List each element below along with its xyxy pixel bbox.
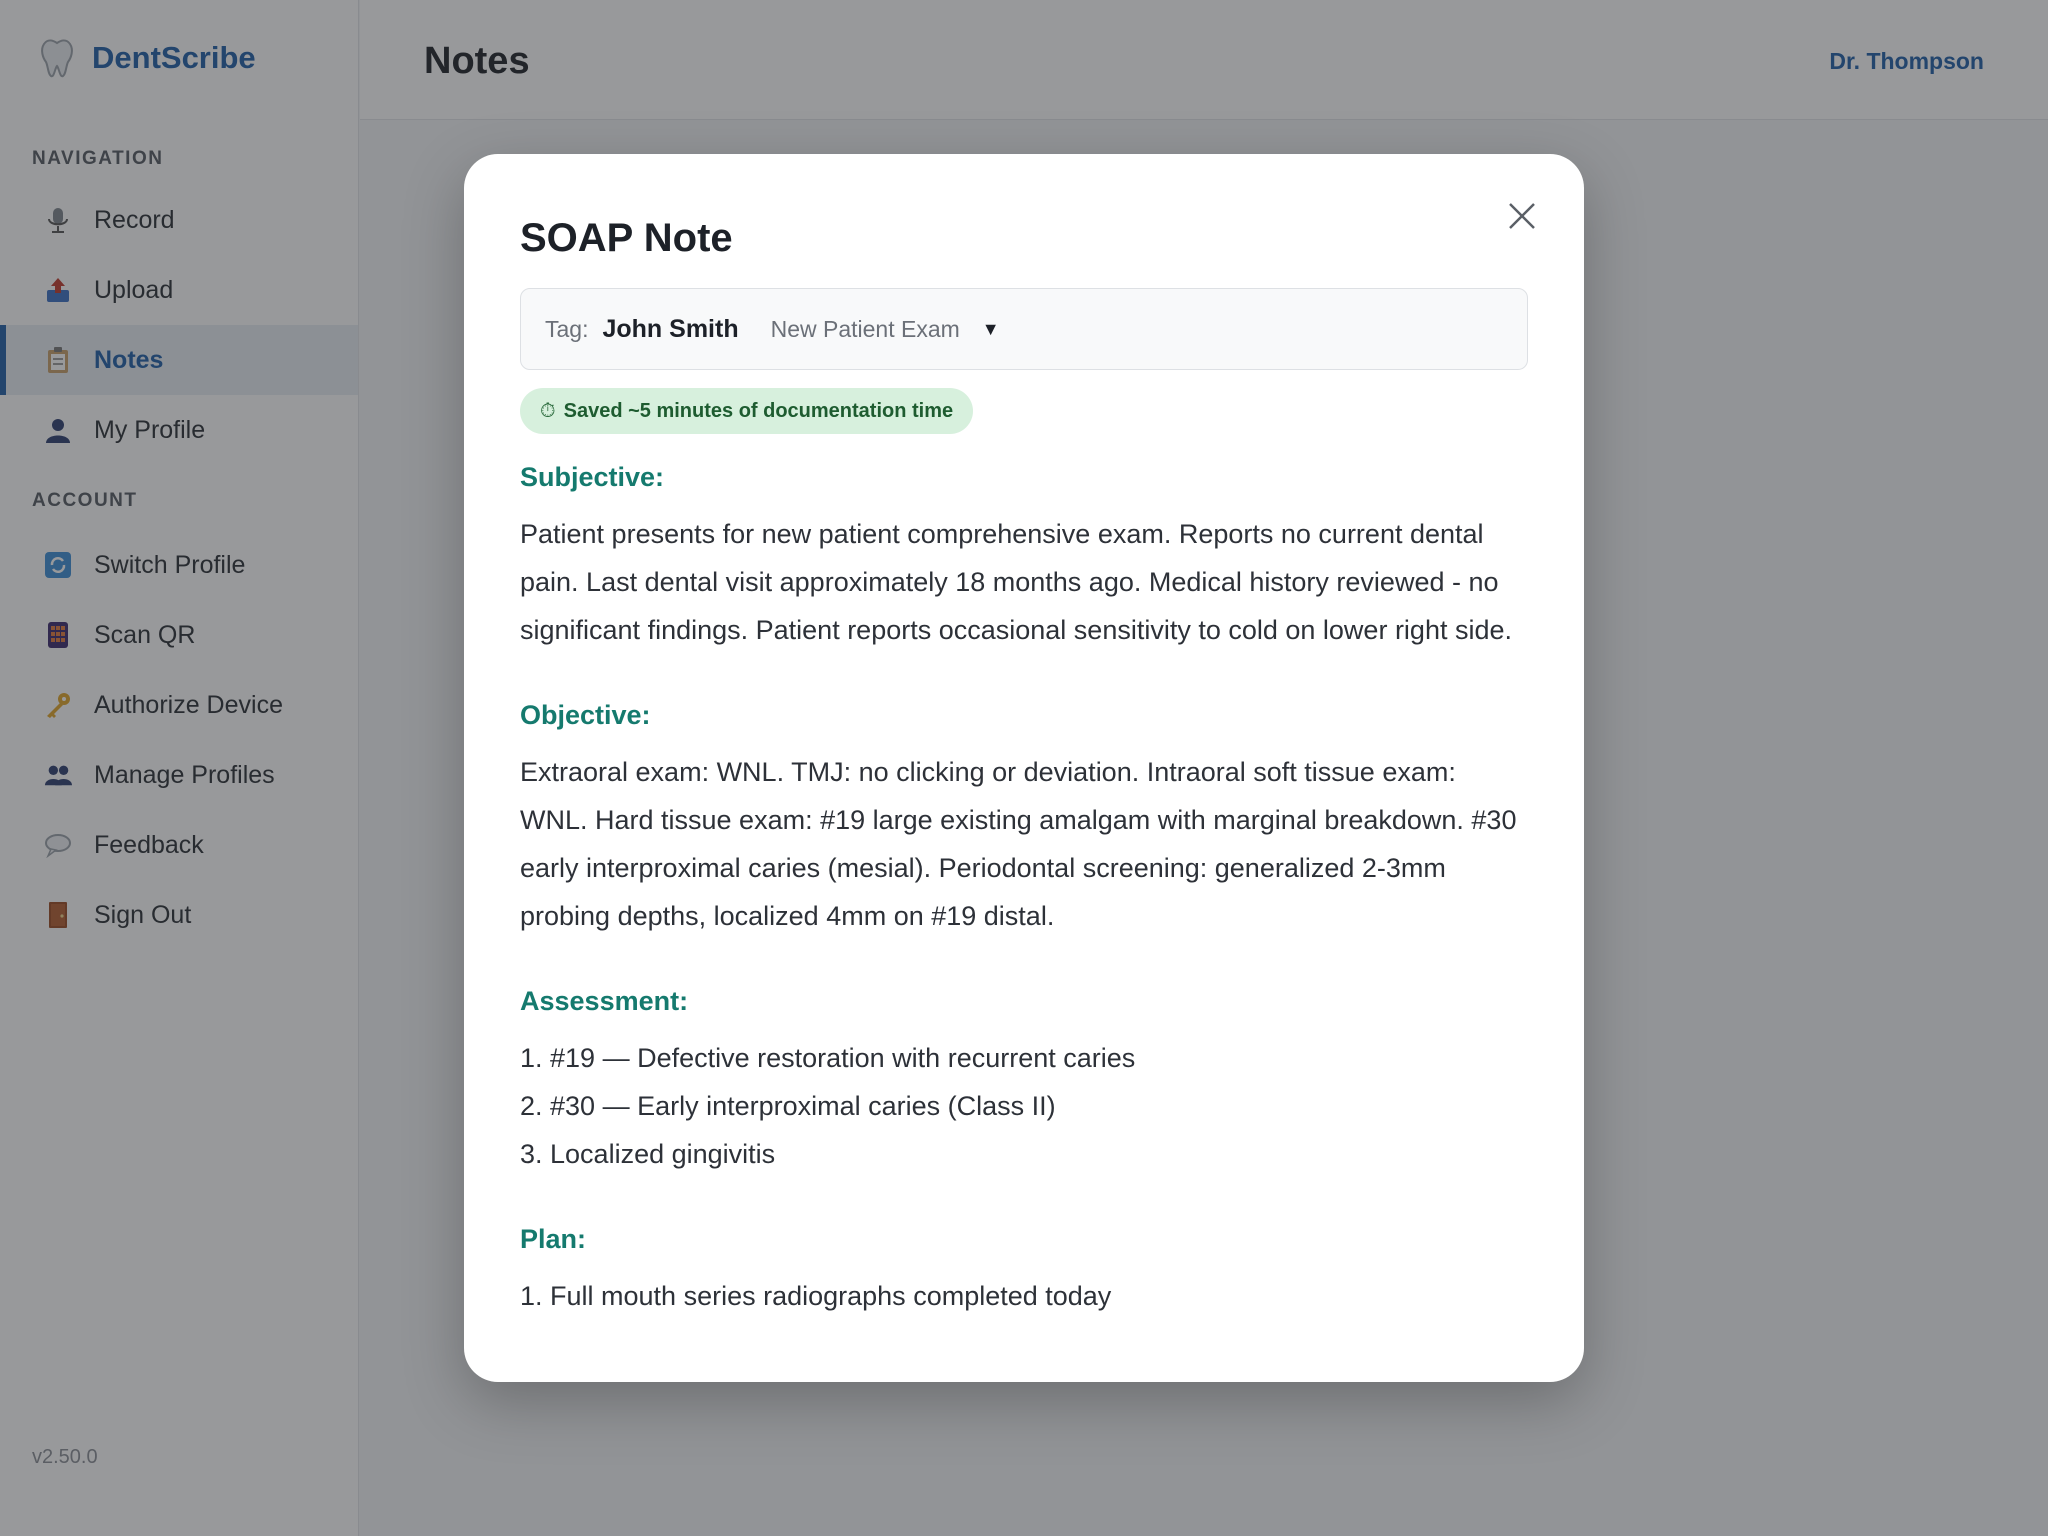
- brand-name: DentScribe: [92, 40, 256, 75]
- list-item: 2. #30 — Early interproximal caries (Class II): [520, 1091, 1056, 1121]
- stopwatch-icon: ⏱: [540, 399, 556, 422]
- tag-selector[interactable]: [520, 288, 1528, 370]
- objective-section: [520, 700, 1530, 940]
- section-heading: Objective:: [520, 700, 651, 730]
- chevron-down-icon[interactable]: ▼: [981, 318, 1000, 339]
- note-body: [520, 462, 1530, 1366]
- sidebar-item-label: Upload: [94, 275, 174, 304]
- app-version: v2.50.0: [32, 1446, 98, 1468]
- list-item: 1. Full mouth series radiographs completed today: [520, 1281, 1112, 1311]
- modal-title: SOAP Note: [520, 216, 733, 260]
- sidebar-item-label: Manage Profiles: [94, 760, 275, 789]
- page-title: Notes: [424, 40, 530, 82]
- list-item: 1. #19 — Defective restoration with recurrent caries: [520, 1043, 1136, 1073]
- sidebar-item-label: Feedback: [94, 830, 204, 859]
- sidebar-item-label: Switch Profile: [94, 550, 246, 579]
- nav-section-label: NAVIGATION: [32, 148, 164, 169]
- section-heading: Subjective:: [520, 462, 665, 492]
- list-item: 3. Localized gingivitis: [520, 1139, 776, 1169]
- sidebar-item-label: Record: [94, 205, 175, 234]
- tag-patient-name: John Smith: [602, 314, 739, 343]
- section-heading: Assessment:: [520, 986, 689, 1016]
- close-icon[interactable]: [1502, 196, 1542, 236]
- sidebar-item-label: Authorize Device: [94, 690, 283, 719]
- time-saved-badge: [520, 388, 973, 434]
- sidebar-item-label: Notes: [94, 345, 164, 374]
- sidebar-item-label: Sign Out: [94, 900, 192, 929]
- section-heading: Plan:: [520, 1224, 587, 1254]
- sidebar-item-label: Scan QR: [94, 620, 196, 649]
- account-section-label: ACCOUNT: [32, 490, 138, 511]
- assessment-section: [520, 986, 1530, 1178]
- section-text: Extraoral exam: WNL. TMJ: no clicking or deviation. Intraoral soft tissue exam: WNL. Hard tissue exam: #19 large existing amalgam with marginal breakdown. #30 early interproximal caries (mesial). Periodontal screening: generalized 2-3mm probing depths, localized 4mm on #19 distal.: [520, 757, 1517, 931]
- sidebar-item-label: My Profile: [94, 415, 206, 444]
- user-menu[interactable]: Dr. Thompson: [1829, 48, 1984, 74]
- section-text: Patient presents for new patient comprehensive exam. Reports no current dental pain. Last dental visit approximately 18 months ago. Medical history reviewed - no significant findings. Patient reports occasional sensitivity to cold on lower right side.: [520, 519, 1512, 645]
- tag-visit-type: New Patient Exam: [770, 315, 960, 342]
- subjective-section: [520, 462, 1530, 654]
- plan-section: [520, 1224, 1530, 1320]
- time-saved-text: Saved ~5 minutes of documentation time: [563, 399, 954, 422]
- soap-note-modal: [464, 154, 1584, 1382]
- tag-label: Tag:: [545, 315, 589, 342]
